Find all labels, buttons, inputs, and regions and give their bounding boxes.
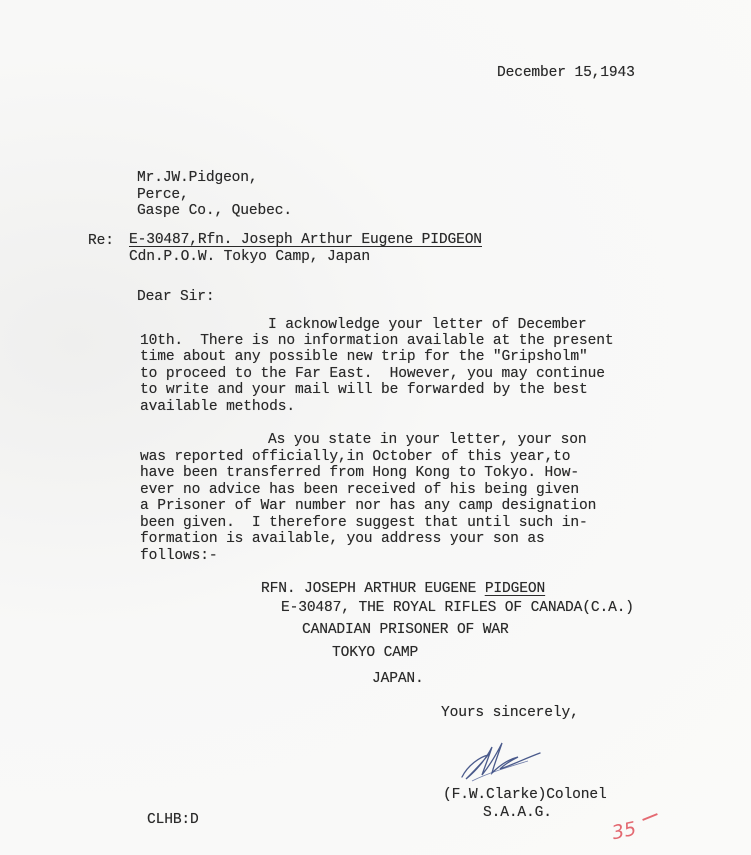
address-line-camp: TOKYO CAMP <box>332 645 419 661</box>
paragraph-line: available methods. <box>140 399 295 415</box>
address-line-name <box>261 581 545 597</box>
recipient-region: Gaspe Co., Quebec. <box>137 203 292 219</box>
signatory-name: (F.W.Clarke)Colonel <box>443 787 607 803</box>
paragraph-line: I acknowledge your letter of December <box>268 317 587 333</box>
re-label: Re: <box>88 233 114 249</box>
paragraph-line: a Prisoner of War number nor has any camp designation <box>140 498 597 514</box>
paragraph-line: been given. I therefore suggest that until such in- <box>140 515 588 531</box>
letter-date: December 15,1943 <box>497 65 635 81</box>
page-number-dash <box>642 813 658 821</box>
paragraph-line: formation is available, you address your son as <box>140 531 545 547</box>
address-surname: PIDGEON <box>484 581 546 597</box>
paragraph-line: ever no advice has been received of his being given <box>140 482 579 498</box>
address-line-status: CANADIAN PRISONER OF WAR <box>302 622 509 638</box>
paragraph-line: time about any possible new trip for the "Gripsholm" <box>140 349 588 365</box>
recipient-town: Perce, <box>137 187 189 203</box>
paragraph-line: As you state in your letter, your son <box>268 432 587 448</box>
recipient-name: Mr.JW.Pidgeon, <box>137 170 258 186</box>
paragraph-line: to proceed to the Far East. However, you may continue <box>140 366 605 382</box>
paragraph-line: was reported officially,in October of this year,to <box>140 449 571 465</box>
paragraph-line: to write and your mail will be forwarded by the best <box>140 382 588 398</box>
address-line-regiment: E-30487, THE ROYAL RIFLES OF CANADA(C.A.) <box>281 600 634 616</box>
paragraph-line: have been transferred from Hong Kong to Tokyo. How- <box>140 465 579 481</box>
address-name-prefix: RFN. JOSEPH ARTHUR EUGENE <box>261 581 485 597</box>
re-subject-line2: Cdn.P.O.W. Tokyo Camp, Japan <box>129 249 371 265</box>
address-line-country: JAPAN. <box>372 671 424 687</box>
handwritten-signature <box>458 737 548 785</box>
salutation: Dear Sir: <box>137 289 215 305</box>
closing: Yours sincerely, <box>441 705 579 721</box>
reference-initials: CLHB:D <box>147 812 199 828</box>
paragraph-line: 10th. There is no information available at the present <box>140 333 614 349</box>
paragraph-line: follows:- <box>140 548 218 564</box>
re-subject-line1: E-30487,Rfn. Joseph Arthur Eugene PIDGEON <box>129 232 482 248</box>
signatory-title: S.A.A.G. <box>483 805 552 821</box>
handwritten-page-number: 35 <box>609 817 639 845</box>
